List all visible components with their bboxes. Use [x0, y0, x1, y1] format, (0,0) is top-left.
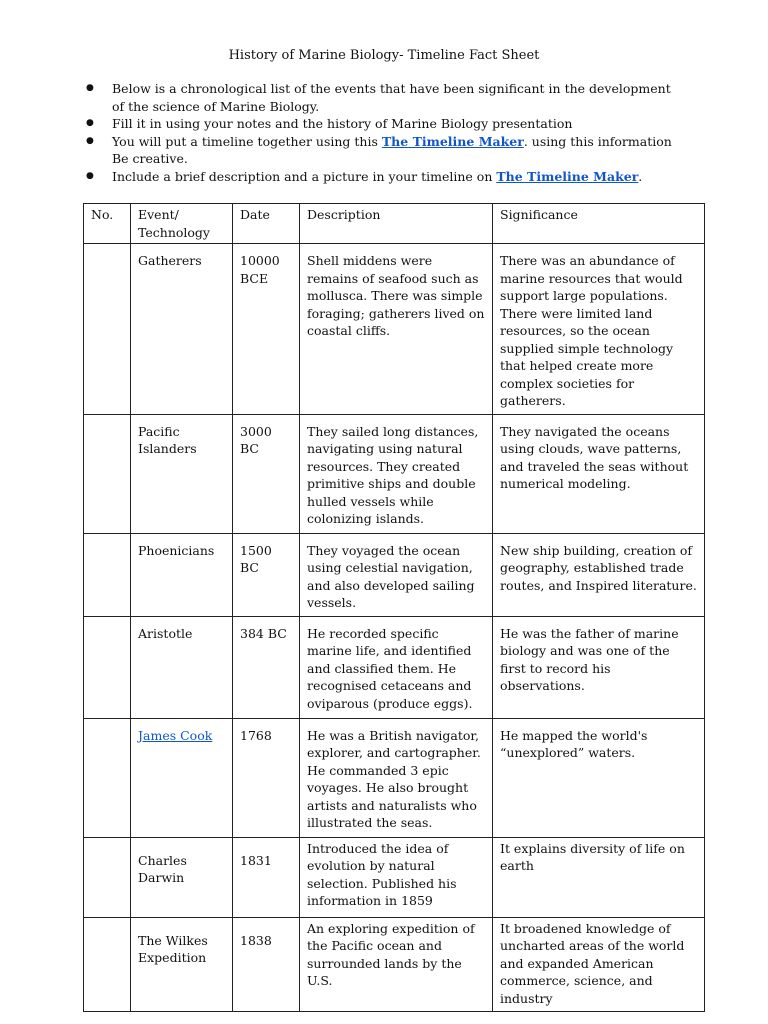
james-cook-link[interactable]: James Cook [138, 727, 213, 743]
table-header-row [84, 204, 705, 244]
cell-no [84, 837, 131, 917]
cell-event: Phoenicians [131, 533, 233, 616]
cell-description: Introduced the idea of evolution by natural selection. Published his information in 1859 [300, 837, 493, 917]
instruction-item [86, 168, 686, 186]
cell-event: Aristotle [131, 616, 233, 718]
timeline-table [83, 203, 705, 1012]
cell-event: Charles Darwin [131, 837, 233, 917]
instruction-text-after: . [638, 168, 643, 184]
cell-event: Pacific Islanders [131, 414, 233, 533]
table-row [84, 718, 705, 837]
cell-no [84, 244, 131, 415]
cell-no [84, 917, 131, 1012]
table-row [84, 244, 705, 415]
timeline-maker-link[interactable]: The Timeline Maker [381, 133, 524, 149]
cell-description: Shell middens were remains of seafood such as mollusca. There was simple foraging; gatherers lived on coastal cliffs. [300, 244, 493, 415]
table-row [84, 837, 705, 917]
cell-no [84, 718, 131, 837]
cell-description: An exploring expedition of the Pacific ocean and surrounded lands by the U.S. [300, 917, 493, 1012]
timeline-maker-link[interactable]: The Timeline Maker [496, 168, 639, 184]
instruction-text: Below is a chronological list of the events that have been significant in the development of the science of Marine Biology. [112, 81, 671, 114]
bullet-icon: ● [86, 83, 94, 93]
table-row [84, 414, 705, 533]
table-row [84, 917, 705, 1012]
cell-date: 1838 [233, 917, 300, 1012]
header-date: Date [233, 204, 300, 244]
header-event: Event/ Technology [131, 204, 233, 244]
cell-event [131, 718, 233, 837]
cell-significance: It explains diversity of life on earth [493, 837, 705, 917]
header-no: No. [84, 204, 131, 244]
header-description: Description [300, 204, 493, 244]
bullet-icon: ● [86, 135, 94, 146]
instruction-list [86, 80, 686, 185]
header-significance: Significance [493, 204, 705, 244]
cell-date: 1500 BC [233, 533, 300, 616]
cell-date: 384 BC [233, 616, 300, 718]
table-row [84, 616, 705, 718]
cell-description: They sailed long distances, navigating using natural resources. They created primitive ships and double hulled vessels while colonizing islands. [300, 414, 493, 533]
bullet-icon: ● [86, 118, 94, 128]
cell-significance: They navigated the oceans using clouds, wave patterns, and traveled the seas without numerical modeling. [493, 414, 705, 533]
bullet-icon: ● [86, 170, 94, 181]
instruction-text: You will put a timeline together using this [112, 133, 382, 149]
cell-description: He recorded specific marine life, and identified and classified them. He recognised cetaceans and oviparous (produce eggs). [300, 616, 493, 718]
table-row [84, 533, 705, 616]
page-title: History of Marine Biology- Timeline Fact Sheet [228, 48, 540, 63]
instruction-text: Fill it in using your notes and the history of Marine Biology presentation [112, 116, 573, 131]
cell-no [84, 533, 131, 616]
instruction-item [86, 115, 686, 133]
cell-description: He was a British navigator, explorer, and cartographer. He commanded 3 epic voyages. He also brought artists and naturalists who illustrated the seas. [300, 718, 493, 837]
cell-significance: New ship building, creation of geography, established trade routes, and Inspired literature. [493, 533, 705, 616]
cell-event: The Wilkes Expedition [131, 917, 233, 1012]
cell-no [84, 414, 131, 533]
cell-significance: It broadened knowledge of uncharted areas of the world and expanded American commerce, science, and industry [493, 917, 705, 1012]
instruction-text-after: . using this information Be creative. [112, 133, 672, 166]
cell-date: 3000 BC [233, 414, 300, 533]
cell-date: 10000 BCE [233, 244, 300, 415]
cell-significance: There was an abundance of marine resources that would support large populations. There were limited land resources, so the ocean supplied simple technology that helped create more complex societies for gatherers. [493, 244, 705, 415]
instruction-item [86, 80, 686, 115]
instruction-text: Include a brief description and a picture in your timeline on [112, 168, 497, 184]
cell-significance: He mapped the world's “unexplored” waters. [493, 718, 705, 837]
cell-event: Gatherers [131, 244, 233, 415]
cell-description: They voyaged the ocean using celestial navigation, and also developed sailing vessels. [300, 533, 493, 616]
cell-no [84, 616, 131, 718]
cell-date: 1768 [233, 718, 300, 837]
instruction-item [86, 133, 686, 168]
cell-date: 1831 [233, 837, 300, 917]
cell-significance: He was the father of marine biology and was one of the first to record his observations. [493, 616, 705, 718]
